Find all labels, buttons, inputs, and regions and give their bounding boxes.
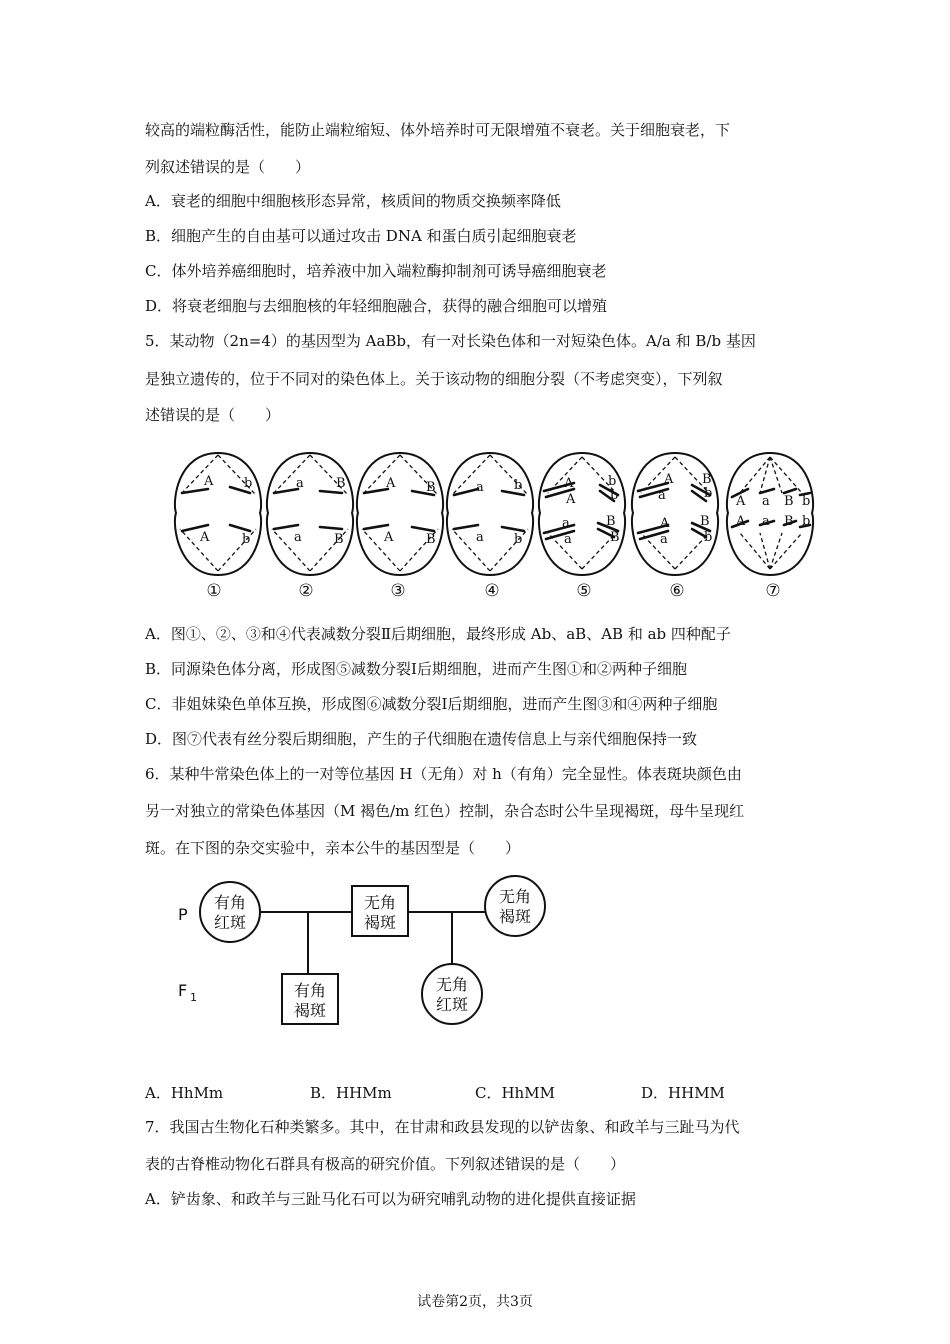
cell-5-gene-top-2: A: [566, 492, 576, 507]
cell-3-label: ③: [390, 581, 406, 601]
cell-6-gene-top-3: B: [702, 472, 712, 487]
page-footer: 试卷第2页，共3页: [417, 1294, 533, 1310]
p-male-trait-2: 褐斑: [363, 913, 397, 932]
cell-3-gene-bottom-1: A: [384, 530, 394, 545]
cell-3-gene-bottom-2: B: [426, 532, 436, 547]
cell-4-gene-top-2: b: [514, 478, 523, 493]
cell-1-gene-bottom-2: b: [242, 532, 251, 547]
p-female-1-trait-1: 有角: [213, 893, 247, 912]
cell-4-gene-bottom-2: b: [514, 532, 523, 547]
p-female-2-trait-1: 无角: [498, 887, 532, 906]
f1-female-circle: [422, 964, 482, 1024]
p-female-1-trait-2: 红斑: [213, 913, 247, 932]
cell-1-label: ①: [206, 581, 222, 601]
q4-option-b: B．细胞产生的自由基可以通过攻击 DNA 和蛋白质引起细胞衰老: [145, 227, 577, 245]
q4-stem-line2: 列叙述错误的是（ ）: [145, 158, 311, 176]
cell-5-gene-top-3: b: [608, 474, 617, 489]
q4-stem-line1: 较高的端粒酶活性，能防止端粒缩短、体外培养时可无限增殖不衰老。关于细胞衰老，下: [145, 121, 731, 139]
cell-1-gene-bottom-1: A: [200, 530, 210, 545]
q5-option-a: A．图①、②、③和④代表减数分裂Ⅱ后期细胞，最终形成 Ab、aB、AB 和 ab 四种配子: [145, 625, 731, 643]
q5-option-c: C．非姐妹染色单体互换，形成图⑥减数分裂Ⅰ后期细胞，进而产生图③和④两种子细胞: [145, 695, 718, 713]
q5-stem-line2: 是独立遗传的，位于不同对的染色体上。关于该动物的细胞分裂（不考虑突变），下列叙: [145, 370, 723, 388]
q6-stem-line1: 6．某种牛常染色体上的一对等位基因 H（无角）对 h（有角）完全显性。体表斑块颜色由: [145, 765, 742, 783]
cell-division-figure: [170, 445, 825, 605]
cell-1-gene-top-2: b: [244, 476, 253, 491]
cell-2-label: ②: [298, 581, 314, 601]
cell-5-gene-bottom-2: a: [564, 532, 572, 547]
q5-option-b: B．同源染色体分离，形成图⑤减数分裂Ⅰ后期细胞，进而产生图①和②两种子细胞: [145, 660, 687, 678]
cell-7-gene-bottom-2: a: [762, 514, 770, 529]
q5-option-d: D．图⑦代表有丝分裂后期细胞，产生的子代细胞在遗传信息上与亲代细胞保持一致: [145, 730, 698, 748]
cell-6-gene-bottom-2: a: [660, 532, 668, 547]
cell-5-gene-top-1: A: [564, 476, 574, 491]
q4-option-d: D．将衰老细胞与去细胞核的年轻细胞融合，获得的融合细胞可以增殖: [145, 297, 608, 315]
q4-option-a: A．衰老的细胞中细胞核形态异常，核质间的物质交换频率降低: [145, 192, 561, 210]
q6-option-c: C．HhMM: [475, 1084, 555, 1102]
cell-6-gene-bottom-1: A: [660, 516, 670, 531]
cell-6-gene-bottom-4: b: [704, 530, 713, 545]
cell-1-gene-top-1: A: [204, 474, 214, 489]
cell-5-gene-bottom-1: a: [562, 516, 570, 531]
cell-6-gene-top-4: b: [704, 486, 713, 501]
cell-1-outline: [175, 453, 261, 575]
q6-stem-line2: 另一对独立的常染色体基因（M 褐色/m 红色）控制，杂合态时公牛呈现褐斑，母牛呈现红: [145, 802, 745, 820]
q4-option-c: C．体外培养癌细胞时，培养液中加入端粒酶抑制剂可诱导癌细胞衰老: [145, 262, 607, 280]
q5-stem-line3: 述错误的是（ ）: [145, 406, 281, 424]
cell-7-label: ⑦: [765, 581, 781, 601]
f1-male-trait-2: 褐斑: [293, 1001, 327, 1020]
p-female-2-trait-2: 褐斑: [498, 907, 532, 926]
cell-7-gene-top-3: B: [784, 494, 794, 509]
cell-5-gene-bottom-3: B: [606, 514, 616, 529]
cell-2-gene-bottom-2: B: [334, 532, 344, 547]
q5-stem-line1: 5．某动物（2n=4）的基因型为 AaBb，有一对长染色体和一对短染色体。A/a 和 B/b 基因: [145, 332, 756, 350]
q6-option-a: A．HhMm: [145, 1084, 224, 1102]
pedigree-figure: [170, 872, 560, 1032]
p-male-trait-1: 无角: [363, 893, 397, 912]
cell-4-label: ④: [484, 581, 500, 601]
cell-7-gene-bottom-3: B: [784, 514, 794, 529]
f1-generation-label: F: [178, 981, 188, 1000]
p-female-1-circle: [200, 882, 260, 942]
q6-option-d: D．HHMM: [641, 1084, 725, 1102]
cell-3-gene-top-2: B: [426, 480, 436, 495]
cell-4-outline: [447, 453, 533, 575]
cell-7-gene-top-2: a: [762, 494, 770, 509]
cell-5-label: ⑤: [576, 581, 592, 601]
p-female-2-circle: [485, 876, 545, 936]
cell-2-gene-bottom-1: a: [294, 530, 302, 545]
q7-option-a: A．铲齿象、和政羊与三趾马化石可以为研究哺乳动物的进化提供直接证据: [145, 1190, 636, 1208]
cell-7-gene-bottom-4: b: [802, 514, 811, 529]
cell-2-outline: [267, 453, 353, 575]
cell-2-gene-top-2: B: [336, 476, 346, 491]
q7-stem-line1: 7．我国古生物化石种类繁多。其中，在甘肃和政县发现的以铲齿象、和政羊与三趾马为代: [145, 1118, 740, 1136]
cell-4-gene-top-1: a: [476, 480, 484, 495]
f1-male-trait-1: 有角: [293, 981, 327, 1000]
f1-female-trait-1: 无角: [435, 975, 469, 994]
cell-5-gene-top-4: b: [610, 488, 619, 503]
cell-7-gene-bottom-1: A: [736, 514, 746, 529]
cell-7-gene-top-4: b: [802, 494, 811, 509]
q6-options: [145, 1082, 845, 1102]
f1-generation-subscript: 1: [190, 991, 197, 1004]
cell-3-outline: [357, 453, 443, 575]
cell-6-gene-top-2: a: [658, 488, 666, 503]
cell-7-gene-top-1: A: [736, 494, 746, 509]
cell-2-gene-top-1: a: [296, 476, 304, 491]
cell-6-gene-bottom-3: B: [700, 514, 710, 529]
cell-6-label: ⑥: [669, 581, 685, 601]
q6-option-b: B．HHMm: [310, 1084, 392, 1102]
cell-5-gene-bottom-4: B: [610, 530, 620, 545]
cell-6-gene-top-1: A: [664, 472, 674, 487]
cell-4-gene-bottom-1: a: [476, 530, 484, 545]
f1-female-trait-2: 红斑: [435, 995, 469, 1014]
p-generation-label: P: [178, 905, 188, 924]
cell-3-gene-top-1: A: [386, 476, 396, 491]
q7-stem-line2: 表的古脊椎动物化石群具有极高的研究价值。下列叙述错误的是（ ）: [145, 1155, 626, 1173]
q6-stem-line3: 斑。在下图的杂交实验中，亲本公牛的基因型是（ ）: [145, 839, 521, 857]
